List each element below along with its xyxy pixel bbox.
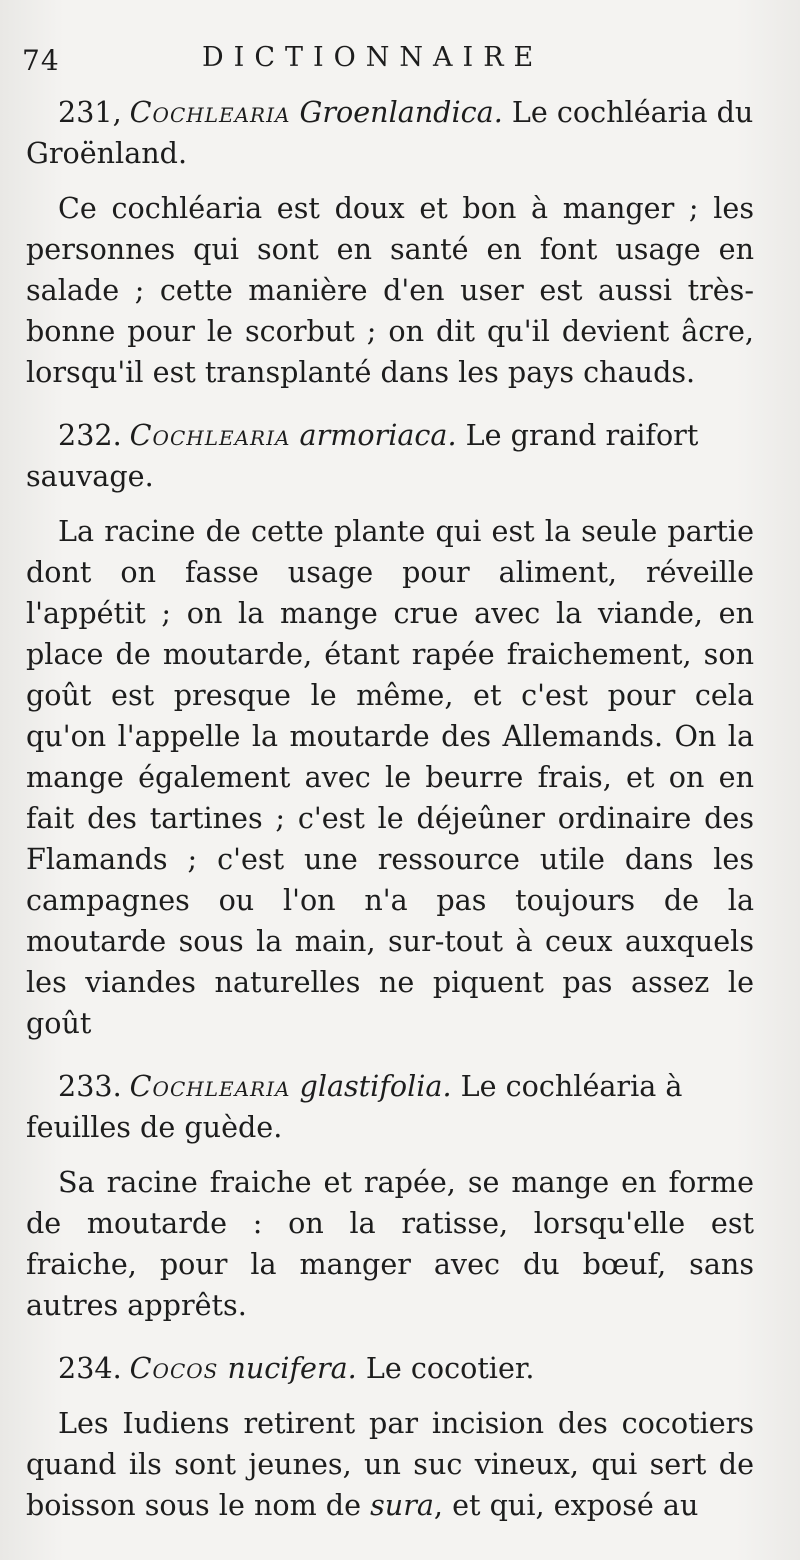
species-name: nucifera.	[227, 1351, 357, 1385]
entry-heading	[26, 1348, 754, 1389]
common-name: Le cocotier.	[365, 1351, 535, 1385]
common-name: Le cochléaria du Groënland.	[26, 95, 754, 170]
entry-234	[26, 1348, 754, 1526]
entry-number: 232.	[58, 418, 122, 452]
body-text: Les Iudiens retirent par incision des cocotiers quand ils sont jeunes, un suc vineux, qui sert de boisson sous le nom de	[26, 1406, 754, 1522]
common-name: Le grand raifort sauvage.	[26, 418, 699, 493]
genus-name: Cocos	[129, 1351, 219, 1385]
entry-heading	[26, 415, 754, 497]
entry-number: 231,	[58, 95, 122, 129]
body-emphasis: sura	[370, 1488, 434, 1522]
entry-body	[26, 1403, 754, 1526]
entry-233	[26, 1066, 754, 1326]
species-name: Groenlandica.	[299, 95, 503, 129]
entry-232	[26, 415, 754, 1044]
species-name: armoriaca.	[299, 418, 457, 452]
species-name: glastifolia.	[299, 1069, 452, 1103]
entry-body: La racine de cette plante qui est la seule partie dont on fasse usage pour aliment, réveille l'appétit ; on la mange crue avec la viande, en place de moutarde, étant rapée fraichement, son goût est presque le même, et c'est pour cela qu'on l'appelle la moutarde des Allemands. On la mange également avec le beurre frais, et on en fait des tartines ; c'est le déjeûner ordinaire des Flamands ; c'est une ressource utile dans les campagnes ou l'on n'a pas toujours de la moutarde sous la main, sur-tout à ceux auxquels les viandes naturelles ne piquent pas assez le goût	[26, 514, 754, 1040]
genus-name: Cochlearia	[129, 1069, 291, 1103]
genus-name: Cochlearia	[129, 418, 291, 452]
body-text: , et qui, exposé au	[433, 1488, 699, 1522]
page-number: 74	[22, 44, 60, 77]
common-name: Le cochléaria à feuilles de guède.	[26, 1069, 683, 1144]
entry-heading	[26, 92, 754, 174]
entry-number: 234.	[58, 1351, 122, 1385]
entry-231	[26, 92, 754, 393]
running-head: DICTIONNAIRE	[202, 42, 544, 73]
genus-name: Cochlearia	[129, 95, 291, 129]
page-header	[22, 38, 760, 78]
page-content	[26, 92, 754, 1548]
entry-body: Ce cochléaria est doux et bon à manger ; les personnes qui sont en santé en font usage en salade ; cette manière d'en user est aussi très-bonne pour le scorbut ; on dit qu'il devient âcre, lorsqu'il est transplanté dans les pays chauds.	[26, 191, 754, 389]
entry-body: Sa racine fraiche et rapée, se mange en forme de moutarde : on la ratisse, lorsqu'elle est fraiche, pour la manger avec du bœuf, sans autres apprêts.	[26, 1165, 754, 1322]
entry-number: 233.	[58, 1069, 122, 1103]
entry-heading	[26, 1066, 754, 1148]
